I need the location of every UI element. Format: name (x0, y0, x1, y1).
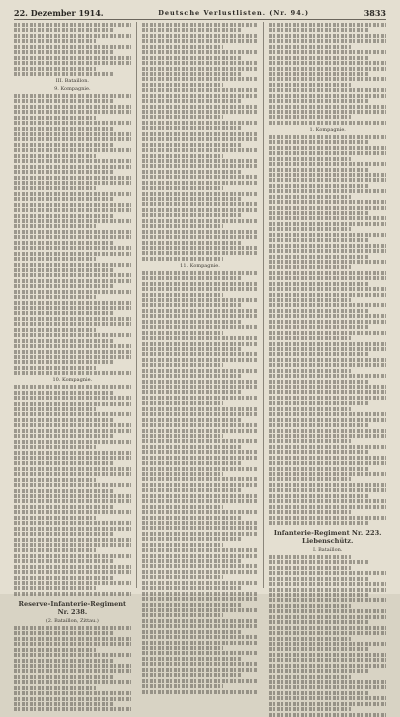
column-left (14, 22, 131, 624)
regiment-heading: Reserve-Infanterie-Regiment Nr. 238. (18, 599, 127, 616)
column-right (269, 22, 386, 588)
casualty-list (14, 626, 131, 712)
casualty-list (269, 135, 386, 525)
section-heading: III. Bataillon. (55, 77, 90, 84)
page-header (14, 7, 386, 20)
company-heading: 11. Kompagnie. (180, 262, 220, 269)
regiment-subheading: (2. Bataillon, Zittau.) (45, 617, 99, 624)
regiment-subheading: I. Bataillon. (312, 546, 343, 553)
company-heading: 9. Kompagnie. (54, 85, 91, 92)
column-middle (142, 22, 259, 588)
page-title: Deutsche Verlustlisten. (Nr. 94.) (158, 9, 310, 17)
company-heading: 10. Kompagnie. (52, 377, 93, 384)
casualty-list (14, 23, 131, 76)
casualty-list (269, 555, 386, 717)
text-columns (14, 22, 386, 624)
column-divider (263, 22, 264, 588)
casualty-list (269, 23, 386, 125)
casualty-list (142, 23, 259, 261)
company-heading: 1. Kompagnie. (309, 126, 346, 133)
page-number: 3833 (363, 8, 386, 18)
casualty-list (14, 94, 131, 375)
column-divider (136, 22, 137, 588)
casualty-list (14, 385, 131, 596)
regiment-heading: Infanterie-Regiment Nr. 223. Liebenschütz. (273, 528, 382, 545)
casualty-list (142, 271, 259, 694)
page-date: 22. Dezember 1914. (14, 8, 104, 18)
